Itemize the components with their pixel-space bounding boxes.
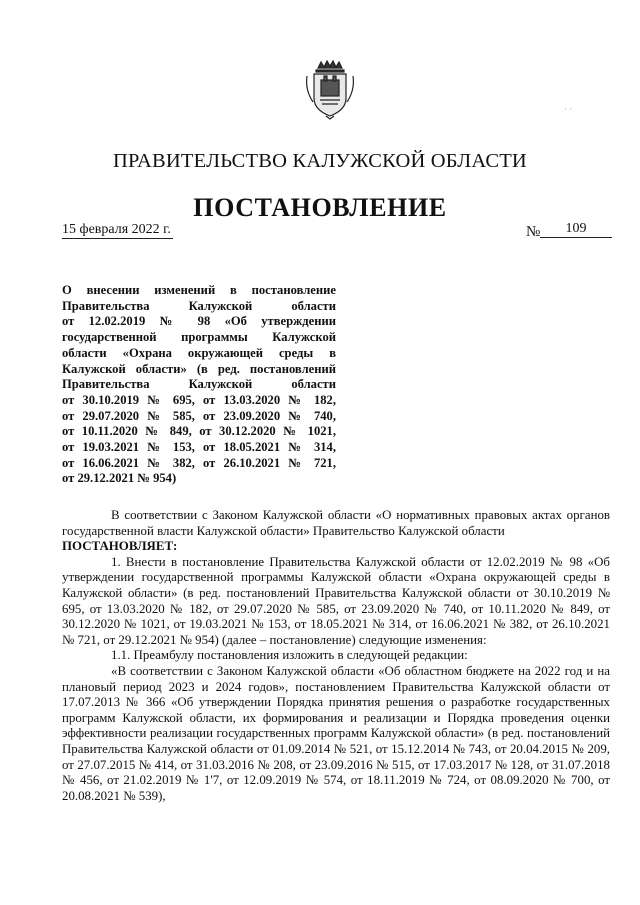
resolves-heading: ПОСТАНОВЛЯЕТ: xyxy=(62,539,178,554)
document-number: 109 xyxy=(540,221,612,238)
scan-mark: · · xyxy=(564,104,573,114)
subject-line: Правительства Калужской области xyxy=(62,377,336,392)
document-type-title: ПОСТАНОВЛЕНИЕ xyxy=(193,193,447,222)
subject-line: Правительства Калужской области xyxy=(62,298,336,313)
document-date: 15 февраля 2022 г. xyxy=(62,222,171,237)
subject-line: О внесении изменений в постановление xyxy=(62,283,336,297)
document-body xyxy=(62,508,610,804)
government-title: ПРАВИТЕЛЬСТВО КАЛУЖСКОЙ ОБЛАСТИ xyxy=(113,150,527,172)
coat-of-arms-emblem xyxy=(304,58,356,120)
subject-line: от 29.07.2020 № 585, от 23.09.2020 № 740, xyxy=(62,408,336,423)
subject-line: области «Охрана окружающей среды в xyxy=(62,345,336,360)
subject-line: от 10.11.2020 № 849, от 30.12.2020 № 1021, xyxy=(62,424,336,439)
number-label: № xyxy=(526,224,541,240)
item-1-paragraph: 1. Внести в постановление Правительства Калужской области от 12.02.2019 № 98 «Об утверждении государственной программы Калужской области «Охрана окружающей среды в Калужской области» (в ред. постановлений Правительства Калужской области от 30.10.2019 № 695, от 13.03.2020 № 182, от 29.07.2020 № 585, от 23.09.2020 № 740, от 10.11.2020 № 849, от 30.12.2020 № 1021, от 19.03.2021 № 153, от 18.05.2021 № 314, от 16.06.2021 № 382, от 26.10.2021 № 721, от 29.12.2021 № 954) (далее – постановление) следующие изменения: xyxy=(62,554,610,647)
subject-line: государственной программы Калужской xyxy=(62,330,336,345)
quoted-preamble-paragraph: «В соответствии с Законом Калужской области «Об областном бюджете на 2022 год и на плановый период 2023 и 2024 годов», постановлением Правительства Калужской области от 17.07.2013 № 366 «Об утверждении Порядка принятия решения о разработке государственных программ Калужской области, их формирования и реализации и Порядка проведения оценки эффективности реализации государственных программ Калужской области» (в ред. постановлений Правительства Калужской области от 01.09.2014 № 521, от 15.12.2014 № 743, от 20.04.2015 № 209, от 27.07.2015 № 414, от 31.03.2016 № 208, от 23.09.2016 № 515, от 17.03.2017 № 128, от 31.07.2018 № 456, от 21.02.2019 № 1'7, от 12.09.2019 № 574, от 18.11.2019 № 724, от 08.09.2020 № 700, от 20.08.2021 № 539), xyxy=(62,663,610,803)
intro-paragraph: В соответствии с Законом Калужской области «О нормативных правовых актах органов государственной власти Калужской области» Правительство Калужской области xyxy=(62,508,610,538)
subject-line: от 30.10.2019 № 695, от 13.03.2020 № 182, xyxy=(62,392,336,407)
subject-line: от 12.02.2019 № 98 «Об утверждении xyxy=(62,314,336,329)
subject-line: от 29.12.2021 № 954) xyxy=(62,471,177,486)
subject-line: от 19.03.2021 № 153, от 18.05.2021 № 314, xyxy=(62,440,336,455)
document-subject xyxy=(62,283,336,487)
subject-line: от 16.06.2021 № 382, от 26.10.2021 № 721, xyxy=(62,455,336,470)
item-1-1-paragraph: 1.1. Преамбулу постановления изложить в следующей редакции: xyxy=(111,648,468,663)
subject-line: Калужской области» (в ред. постановлений xyxy=(62,361,336,376)
